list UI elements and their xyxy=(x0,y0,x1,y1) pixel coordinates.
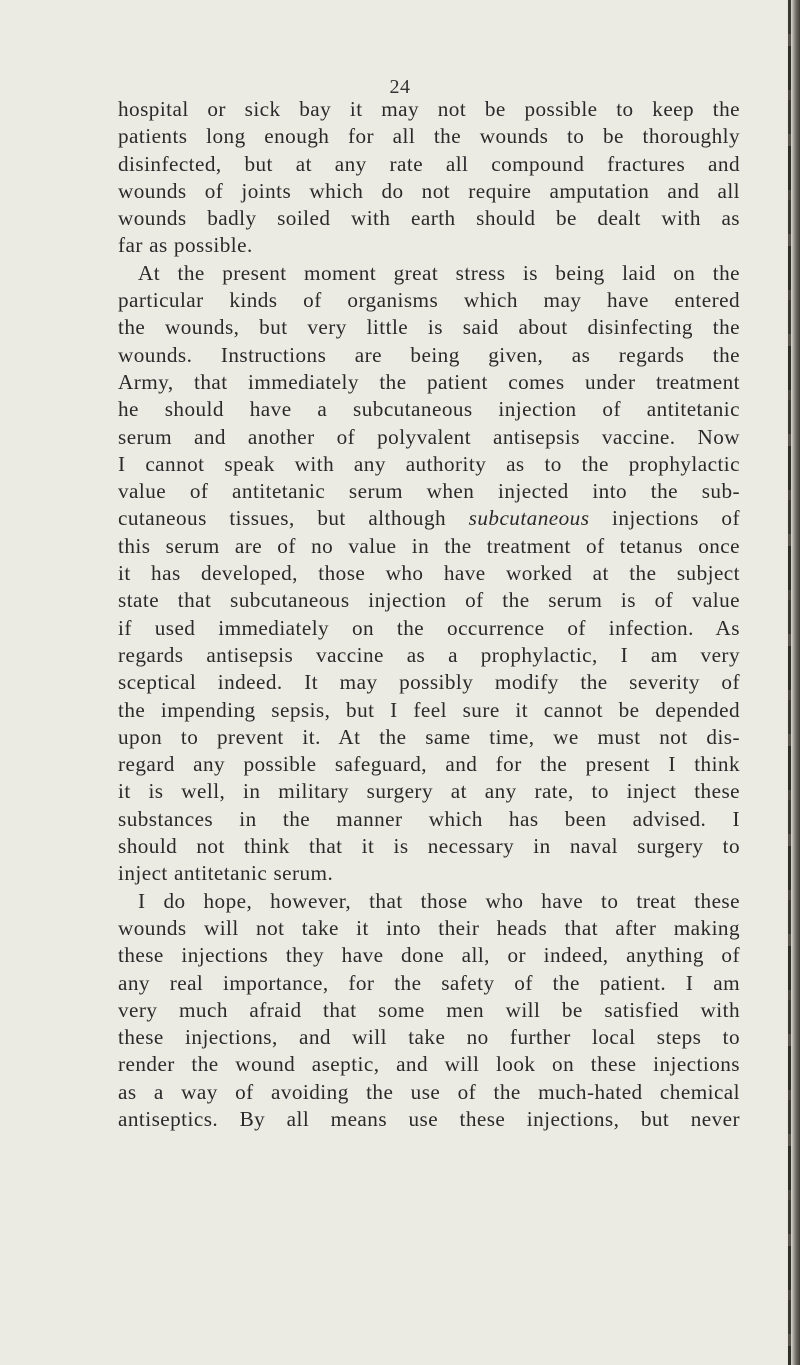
text-line: it is well, in military surgery at any rate, to inject these xyxy=(118,779,740,804)
text-line: as a way of avoiding the use of the much-hated chemical xyxy=(118,1079,740,1104)
text-line: regards antisepsis vaccine as a prophylactic, I am very xyxy=(118,642,740,667)
page-number: 24 xyxy=(389,76,411,98)
body-text xyxy=(118,96,740,1133)
text-line xyxy=(118,505,740,532)
text-line: far as possible. xyxy=(118,233,253,258)
text-line: serum and another of polyvalent antisepsis vaccine. Now xyxy=(118,424,740,449)
text-line: it has developed, those who have worked at the subject xyxy=(118,561,740,586)
text-line: render the wound aseptic, and will look on these injections xyxy=(118,1052,740,1077)
text-line: I do hope, however, that those who have to treat these xyxy=(138,888,740,913)
text-line: I cannot speak with any authority as to the prophylactic xyxy=(118,451,740,476)
text-line: value of antitetanic serum when injected into the sub- xyxy=(118,479,740,504)
text-line: regard any possible safeguard, and for the present I think xyxy=(118,752,740,777)
text-line: upon to prevent it. At the same time, we must not dis- xyxy=(118,724,740,749)
text-line: hospital or sick bay it may not be possible to keep the xyxy=(118,97,740,121)
text-line: particular kinds of organisms which may have entered xyxy=(118,288,740,313)
text-line: patients long enough for all the wounds to be thoroughly xyxy=(118,124,740,149)
text-line: wounds. Instructions are being given, as regards the xyxy=(118,342,740,367)
text-line: should not think that it is necessary in naval surgery to xyxy=(118,834,740,859)
text-line: wounds badly soiled with earth should be dealt with as xyxy=(118,206,740,231)
text-segment: injections of xyxy=(589,506,740,531)
text-line: this serum are of no value in the treatment of tetanus once xyxy=(118,533,740,558)
text-line: sceptical indeed. It may possibly modify the severity of xyxy=(118,670,740,695)
text-line: very much afraid that some men will be satisfied with xyxy=(118,997,740,1022)
text-line: if used immediately on the occurrence of infection. As xyxy=(118,615,740,640)
text-line: wounds of joints which do not require amputation and all xyxy=(118,178,740,203)
text-segment: cutaneous tissues, but although xyxy=(118,506,469,531)
text-line: substances in the manner which has been advised. I xyxy=(118,806,740,831)
text-line: any real importance, for the safety of the patient. I am xyxy=(118,970,740,995)
text-line: antiseptics. By all means use these injections, but never xyxy=(118,1106,740,1131)
text-line: the wounds, but very little is said about disinfecting the xyxy=(118,315,740,340)
text-line: these injections, and will take no further local steps to xyxy=(118,1025,740,1050)
text-line: wounds will not take it into their heads that after making xyxy=(118,915,740,940)
text-line: disinfected, but at any rate all compound fractures and xyxy=(118,151,740,176)
text-line: state that subcutaneous injection of the serum is of value xyxy=(118,588,740,613)
text-line: the impending sepsis, but I feel sure it cannot be depended xyxy=(118,697,740,722)
text-line: he should have a subcutaneous injection of antitetanic xyxy=(118,397,740,422)
text-line: inject antitetanic serum. xyxy=(118,861,334,886)
page-binding-edge xyxy=(788,0,791,1365)
text-line: these injections they have done all, or indeed, anything of xyxy=(118,943,740,968)
text-line: Army, that immediately the patient comes under treatment xyxy=(118,369,740,394)
italic-term: subcutaneous xyxy=(468,506,590,531)
text-line: At the present moment great stress is being laid on the xyxy=(138,260,740,285)
